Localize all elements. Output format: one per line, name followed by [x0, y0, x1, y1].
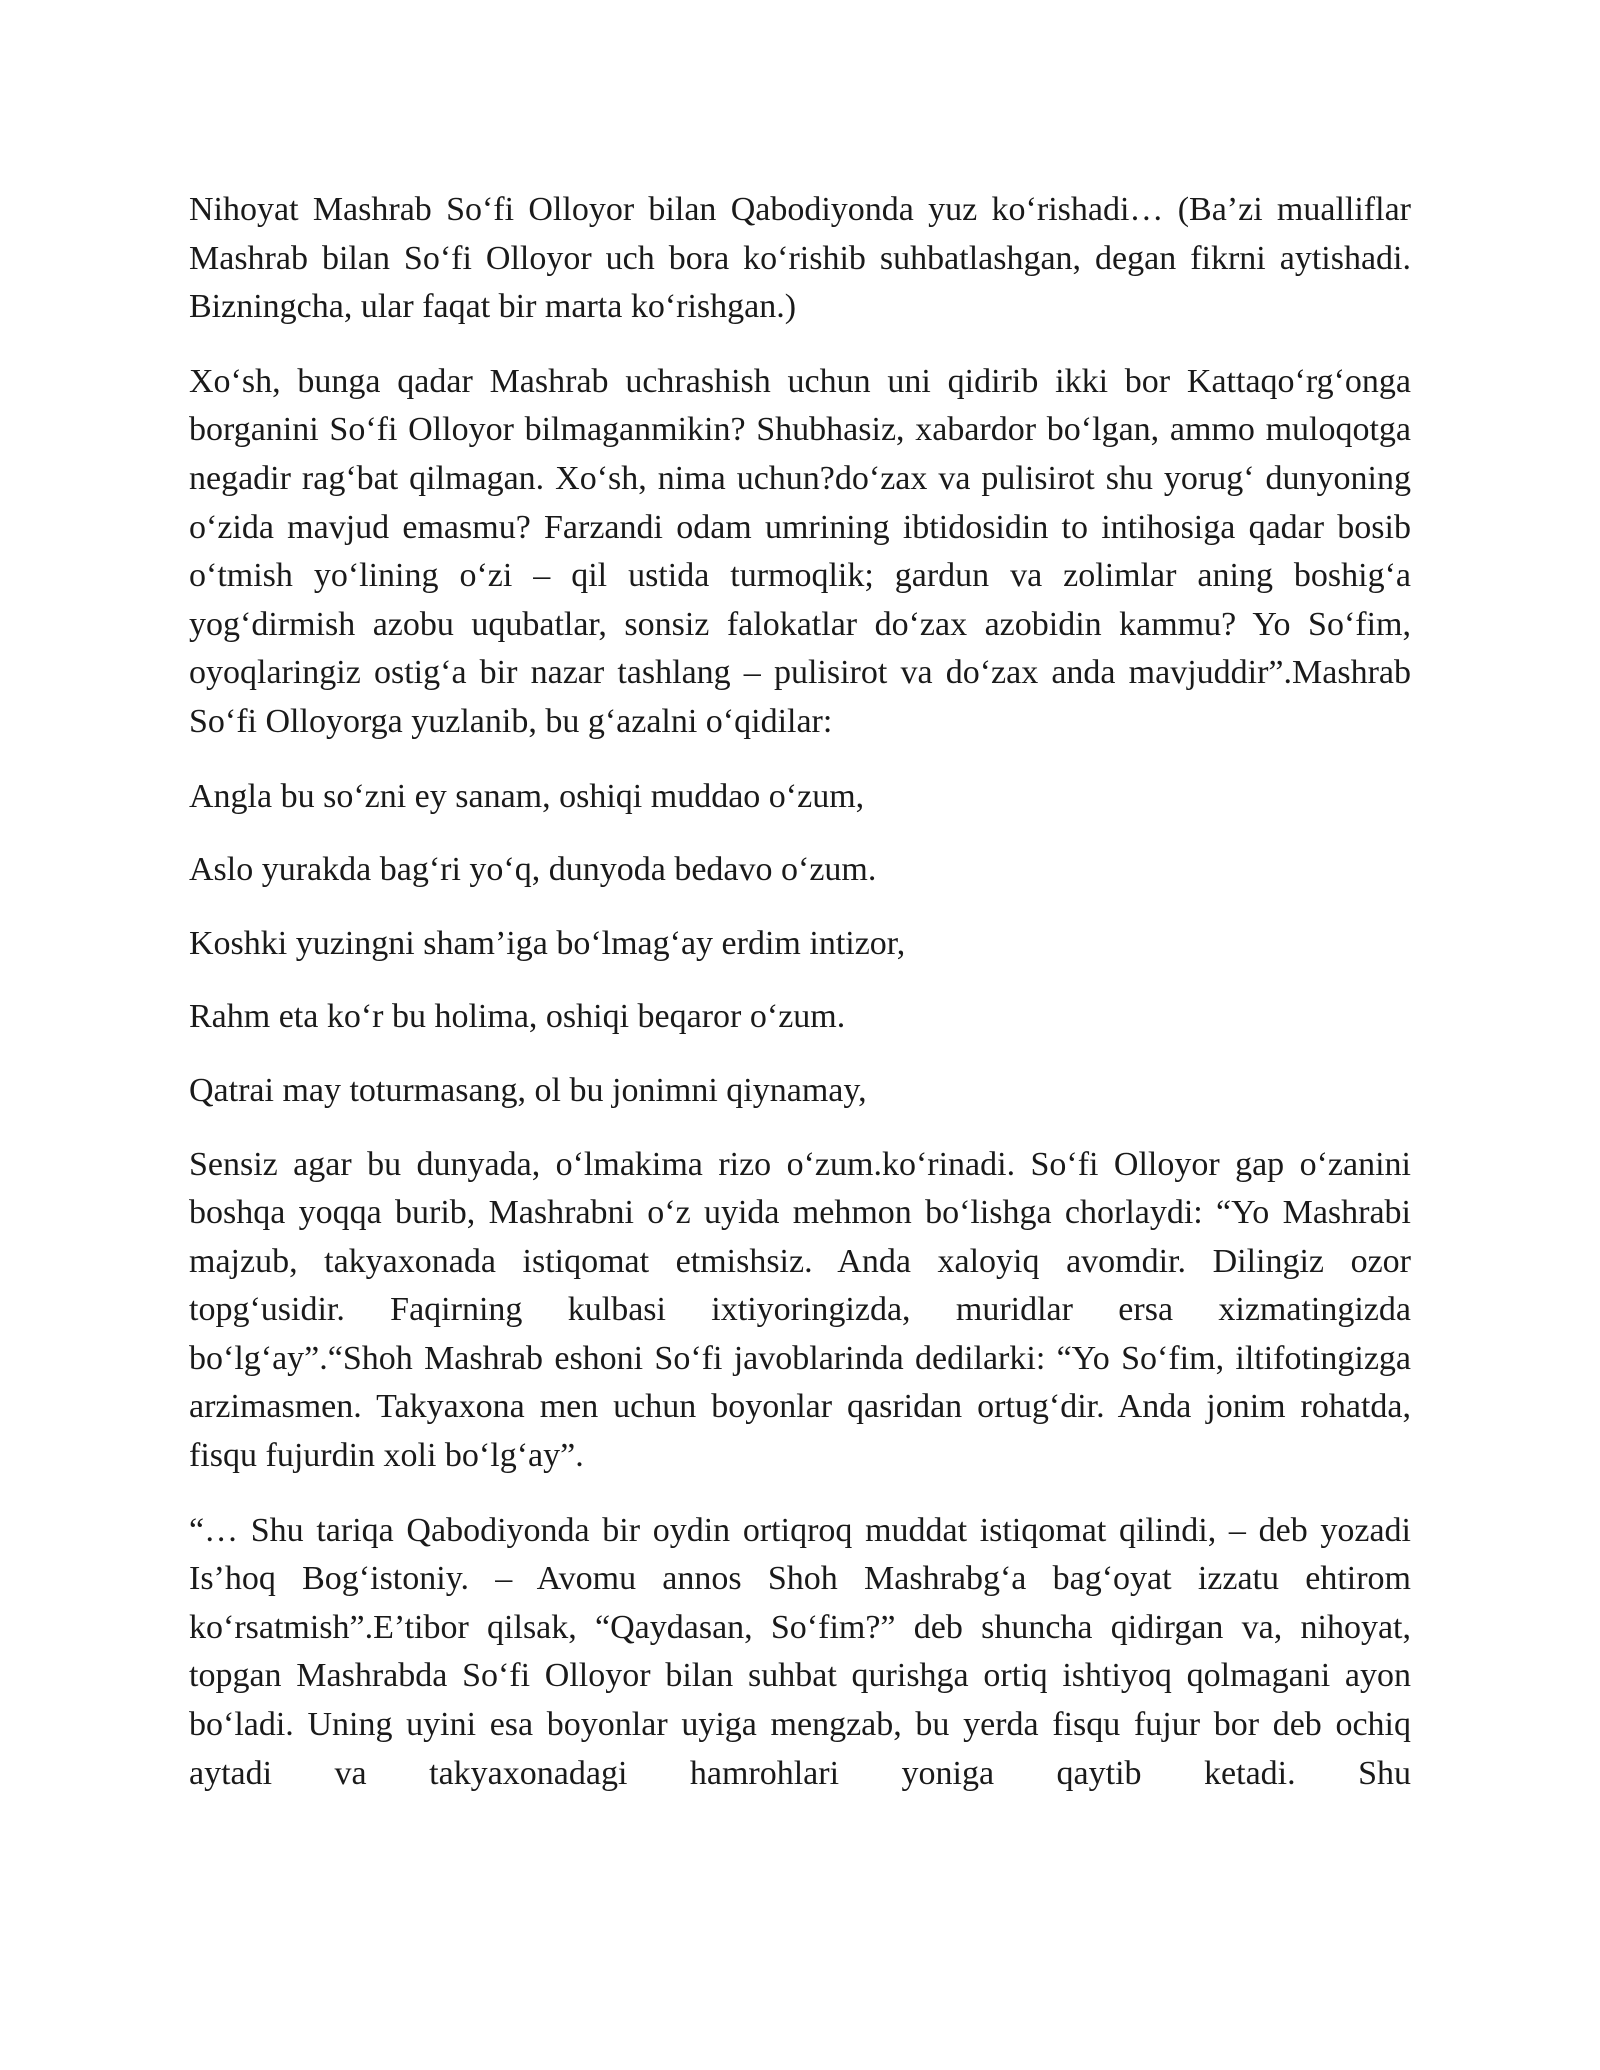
- paragraph: “… Shu tariqa Qabodiyonda bir oydin ortiqroq muddat istiqomat qilindi, – deb yozadi Is’hoq Bog‘istoniy. – Avomu annos Shoh Mashrabg‘a bag‘oyat izzatu ehtirom ko‘rsatmish”.E’tibor qilsak, “Qaydasan, So‘fim?” deb shuncha qidirgan va, nihoyat, topgan Mashrabda So‘fi Olloyor bilan suhbat qurishga ortiq ishtiyoq qolmagani ayon bo‘ladi. Uning uyini esa boyonlar uyiga mengzab, bu yerda fisqu fujur bor deb ochiq aytadi va takyaxonadagi hamrohlari yoniga qaytib ketadi. Shu: [189, 1511, 1411, 1792]
- verse-line: Rahm eta ko‘r bu holima, oshiqi beqaror o‘zum.: [189, 998, 846, 1036]
- document-body: [189, 186, 1411, 1798]
- paragraph: Sensiz agar bu dunyada, o‘lmakima rizo o‘zum.ko‘rinadi. So‘fi Olloyor gap o‘zanini boshqa yoqqa burib, Mashrabni o‘z uyida mehmon bo‘lishga chorlaydi: “Yo Mashrabi majzub, takyaxonada istiqomat etmishsiz. Anda xaloyiq avomdir. Dilingiz ozor topg‘usidir. Faqirning kulbasi ixtiyoringizda, muridlar ersa xizmatingizda bo‘lg‘ay”.“Shoh Mashrab eshoni So‘fi javoblarinda dedilarki: “Yo So‘fim, iltifotingizga arzimasmen. Takyaxona men uchun boyonlar qasridan ortug‘dir. Anda jonim rohatda, fisqu fujurdin xoli bo‘lg‘ay”.: [189, 1145, 1411, 1475]
- verse-line: Qatrai may toturmasang, ol bu jonimni qiynamay,: [189, 1071, 867, 1109]
- verse-line: Koshki yuzingni sham’iga bo‘lmag‘ay erdim intizor,: [189, 924, 906, 962]
- paragraph: Nihoyat Mashrab So‘fi Olloyor bilan Qabodiyonda yuz ko‘rishadi… (Ba’zi mualliflar Mashrab bilan So‘fi Olloyor uch bora ko‘rishib suhbatlashgan, degan fikrni aytishadi. Bizningcha, ular faqat bir marta ko‘rishgan.): [189, 191, 1411, 326]
- verse-line: Angla bu so‘zni ey sanam, oshiqi muddao o‘zum,: [189, 777, 865, 815]
- verse-line: Aslo yurakda bag‘ri yo‘q, dunyoda bedavo o‘zum.: [189, 851, 877, 889]
- paragraph: Xo‘sh, bunga qadar Mashrab uchrashish uchun uni qidirib ikki bor Kattaqo‘rg‘onga borganini So‘fi Olloyor bilmaganmikin? Shubhasiz, xabardor bo‘lgan, ammo muloqotga negadir rag‘bat qilmagan. Xo‘sh, nima uchun?do‘zax va pulisirot shu yorug‘ dunyoning o‘zida mavjud emasmu? Farzandi odam umrining ibtidosidin to intihosiga qadar bosib o‘tmish yo‘lining o‘zi – qil ustida turmoqlik; gardun va zolimlar aning boshig‘a yog‘dirmish azobu uqubatlar, sonsiz falokatlar do‘zax azobidin kammu? Yo So‘fim, oyoqlaringiz ostig‘a bir nazar tashlang – pulisirot va do‘zax anda mavjuddir”.Mashrab So‘fi Olloyorga yuzlanib, bu g‘azalni o‘qidilar:: [189, 362, 1411, 740]
